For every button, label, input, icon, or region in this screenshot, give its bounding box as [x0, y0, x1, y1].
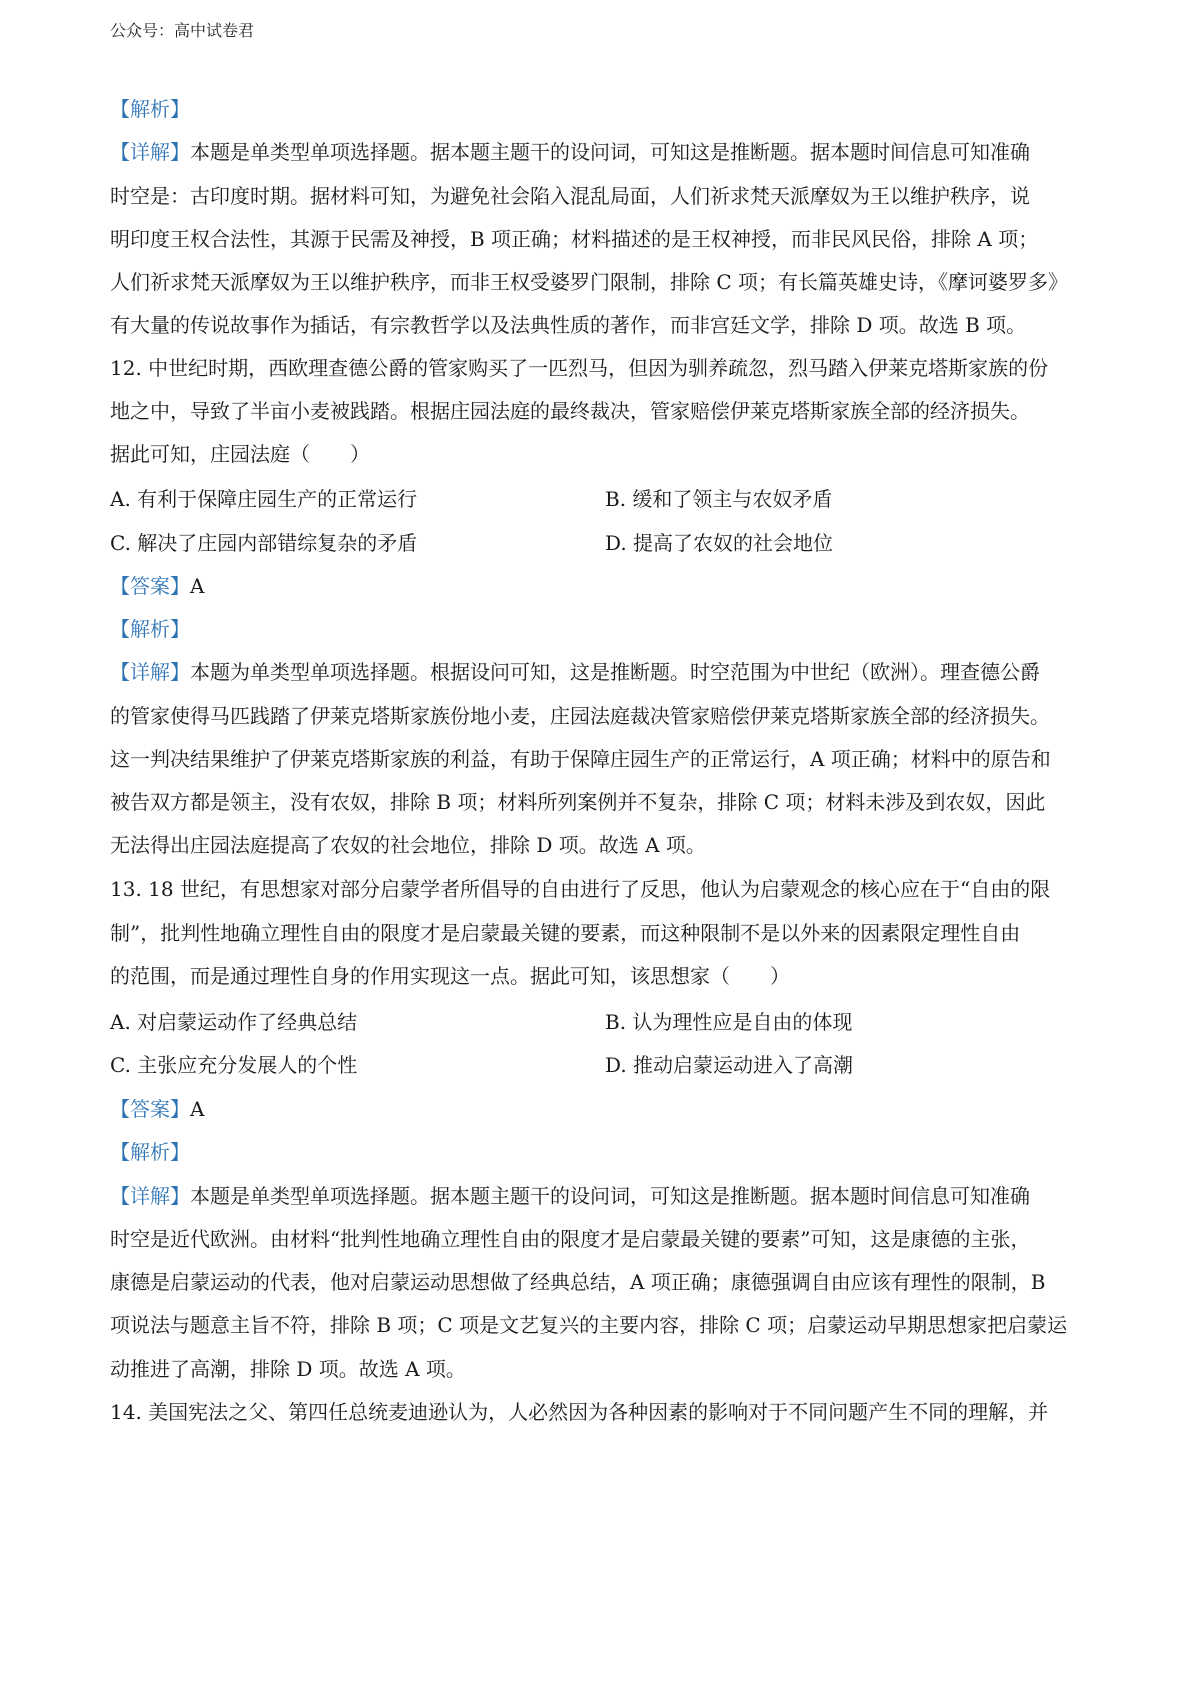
detail-line: 无法得出庄园法庭提高了农奴的社会地位，排除 D 项。故选 A 项。 [110, 833, 706, 857]
detail-line: 这一判决结果维护了伊莱克塔斯家族的利益，有助于保障庄园生产的正常运行，A 项正确；材料中的原告和 [110, 747, 1051, 771]
q12-option-a: A. 有利于保障庄园生产的正常运行 [110, 487, 418, 511]
answer-label: 【答案】 [110, 1097, 190, 1121]
question-12-stem: 12. 中世纪时期，西欧理查德公爵的管家购买了一匹烈马，但因为驯养疏忽，烈马踏入伊莱克塔斯家族的份 [110, 356, 1049, 380]
detail-line: 时空是：古印度时期。据材料可知，为避免社会陷入混乱局面，人们祈求梵天派摩奴为王以维护秩序，说 [110, 184, 1030, 208]
answer-value: A [190, 1097, 205, 1121]
detail-line: 时空是近代欧洲。由材料“批判性地确立理性自由的限度才是启蒙最关键的要素”可知，这是康德的主张， [110, 1227, 1031, 1251]
q13-option-c: C. 主张应充分发展人的个性 [110, 1053, 358, 1077]
question-13-stem: 制”，批判性地确立理性自由的限度才是启蒙最关键的要素，而这种限制不是以外来的因素限定理性自由 [110, 921, 1021, 945]
question-12-stem: 据此可知，庄园法庭（ ） [110, 442, 370, 466]
question-12-stem: 地之中，导致了半亩小麦被践踏。根据庄园法庭的最终裁决，管家赔偿伊莱克塔斯家族全部的经济损失。 [110, 399, 1030, 423]
detail-line: 【详解】本题是单类型单项选择题。据本题主题干的设问词，可知这是推断题。据本题时间信息可知准确 [110, 140, 1030, 164]
analysis-label: 【解析】 [110, 1140, 190, 1164]
q13-option-a: A. 对启蒙运动作了经典总结 [110, 1010, 358, 1034]
detail-label: 【详解】 [110, 660, 190, 684]
detail-line: 明印度王权合法性，其源于民需及神授，B 项正确；材料描述的是王权神授，而非民风民俗，排除 A 项； [110, 227, 1039, 251]
answer-value: A [190, 574, 205, 598]
detail-line: 被告双方都是领主，没有农奴，排除 B 项；材料所列案例并不复杂，排除 C 项；材料未涉及到农奴，因此 [110, 790, 1046, 814]
question-13-stem: 的范围，而是通过理性自身的作用实现这一点。据此可知，该思想家（ ） [110, 964, 790, 988]
q12-option-c: C. 解决了庄园内部错综复杂的矛盾 [110, 531, 418, 555]
detail-line: 有大量的传说故事作为插话，有宗教哲学以及法典性质的著作，而非宫廷文学，排除 D 项。故选 B 项。 [110, 313, 1027, 337]
detail-line: 动推进了高潮，排除 D 项。故选 A 项。 [110, 1357, 466, 1381]
answer-label: 【答案】 [110, 574, 190, 598]
q12-answer [110, 572, 204, 600]
detail-line: 人们祈求梵天派摩奴为王以维护秩序，而非王权受婆罗门限制，排除 C 项；有长篇英雄史诗，《摩诃婆罗多》 [110, 270, 1069, 294]
detail-label: 【详解】 [110, 1184, 190, 1208]
detail-line: 康德是启蒙运动的代表，他对启蒙运动思想做了经典总结，A 项正确；康德强调自由应该有理性的限制，B [110, 1270, 1046, 1294]
q13-answer [110, 1095, 204, 1123]
detail-line: 项说法与题意主旨不符，排除 B 项；C 项是文艺复兴的主要内容，排除 C 项；启蒙运动早期思想家把启蒙运 [110, 1313, 1068, 1337]
page-header: 公众号：高中试卷君 [110, 21, 255, 40]
q12-option-d: D. 提高了农奴的社会地位 [605, 531, 834, 555]
detail-line: 【详解】本题为单类型单项选择题。根据设问可知，这是推断题。时空范围为中世纪（欧洲）。理查德公爵 [110, 660, 1040, 684]
q13-option-b: B. 认为理性应是自由的体现 [605, 1010, 853, 1034]
detail-label: 【详解】 [110, 140, 190, 164]
analysis-label: 【解析】 [110, 617, 190, 641]
detail-line: 【详解】本题是单类型单项选择题。据本题主题干的设问词，可知这是推断题。据本题时间信息可知准确 [110, 1184, 1030, 1208]
q13-option-d: D. 推动启蒙运动进入了高潮 [605, 1053, 854, 1077]
analysis-label: 【解析】 [110, 97, 190, 121]
question-13-stem: 13. 18 世纪，有思想家对部分启蒙学者所倡导的自由进行了反思，他认为启蒙观念的核心应在于“自由的限 [110, 877, 1051, 901]
detail-line: 的管家使得马匹践踏了伊莱克塔斯家族份地小麦，庄园法庭裁决管家赔偿伊莱克塔斯家族全部的经济损失。 [110, 704, 1050, 728]
question-14-stem: 14. 美国宪法之父、第四任总统麦迪逊认为，人必然因为各种因素的影响对于不同问题产生不同的理解，并 [110, 1400, 1049, 1424]
q12-option-b: B. 缓和了领主与农奴矛盾 [605, 487, 833, 511]
